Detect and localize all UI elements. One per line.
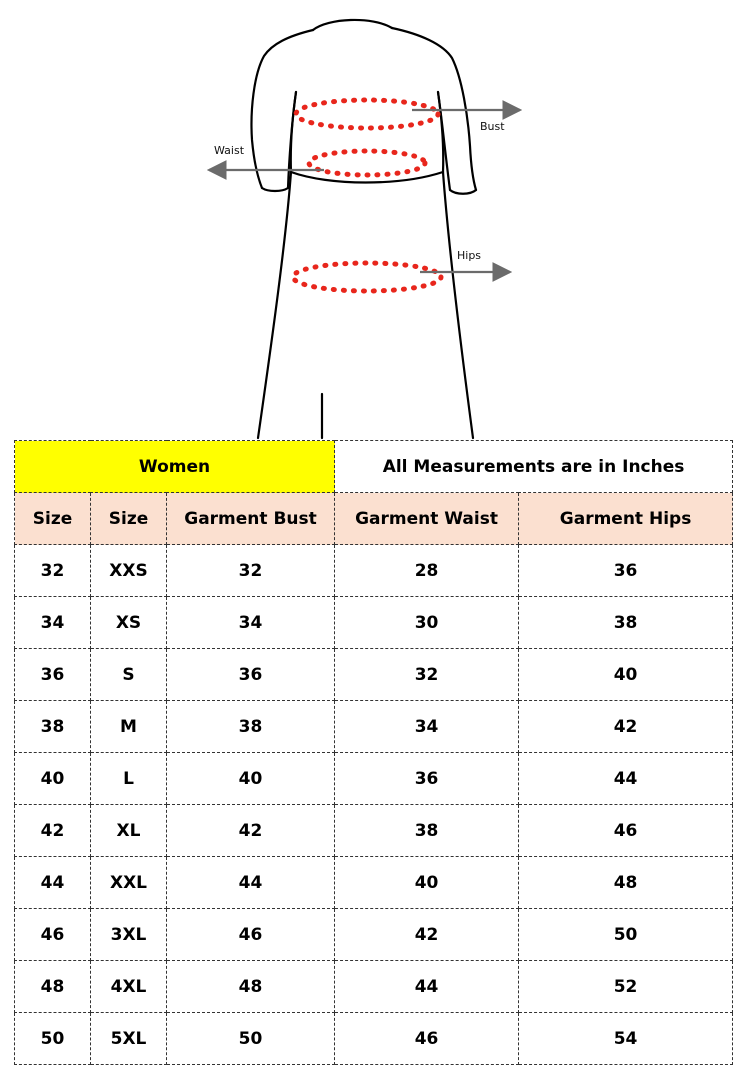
cell-garment-bust: 46	[167, 909, 335, 961]
table-row	[15, 857, 733, 909]
cell-garment-waist: 46	[335, 1013, 519, 1065]
cell-garment-waist: 42	[335, 909, 519, 961]
cell-garment-hips: 52	[519, 961, 733, 1013]
cell-garment-bust: 50	[167, 1013, 335, 1065]
size-chart-table	[14, 440, 733, 1065]
cell-size-numeric: 34	[15, 597, 91, 649]
waist-measure-ellipse	[309, 151, 425, 175]
cell-garment-hips: 48	[519, 857, 733, 909]
cell-garment-hips: 38	[519, 597, 733, 649]
cell-size-numeric: 32	[15, 545, 91, 597]
cell-garment-bust: 40	[167, 753, 335, 805]
cell-size-numeric: 36	[15, 649, 91, 701]
chart-title-row	[15, 441, 733, 493]
table-row	[15, 753, 733, 805]
cell-garment-bust: 48	[167, 961, 335, 1013]
cell-garment-bust: 32	[167, 545, 335, 597]
table-row	[15, 597, 733, 649]
chart-header-row	[15, 493, 733, 545]
cell-garment-bust: 36	[167, 649, 335, 701]
cell-garment-waist: 34	[335, 701, 519, 753]
bust-measure-ellipse	[296, 100, 438, 128]
cell-garment-waist: 28	[335, 545, 519, 597]
table-row	[15, 805, 733, 857]
cell-size-alpha: XL	[91, 805, 167, 857]
header-size-alpha: Size	[91, 493, 167, 545]
cell-garment-hips: 46	[519, 805, 733, 857]
cell-garment-hips: 36	[519, 545, 733, 597]
hips-label: Hips	[457, 249, 482, 262]
title-measurements-unit: All Measurements are in Inches	[335, 441, 733, 493]
cell-garment-waist: 44	[335, 961, 519, 1013]
cell-size-numeric: 40	[15, 753, 91, 805]
measurement-illustration	[0, 0, 746, 440]
cell-garment-hips: 42	[519, 701, 733, 753]
table-row	[15, 909, 733, 961]
header-garment-bust: Garment Bust	[167, 493, 335, 545]
cell-size-numeric: 50	[15, 1013, 91, 1065]
cell-garment-waist: 38	[335, 805, 519, 857]
table-row	[15, 1013, 733, 1065]
hips-measure-ellipse	[293, 263, 441, 291]
cell-size-alpha: L	[91, 753, 167, 805]
cell-garment-hips: 40	[519, 649, 733, 701]
cell-size-numeric: 46	[15, 909, 91, 961]
table-row	[15, 701, 733, 753]
cell-garment-bust: 34	[167, 597, 335, 649]
cell-garment-waist: 32	[335, 649, 519, 701]
cell-garment-bust: 44	[167, 857, 335, 909]
cell-garment-waist: 36	[335, 753, 519, 805]
cell-size-alpha: S	[91, 649, 167, 701]
dress-outline	[252, 20, 477, 438]
title-women: Women	[15, 441, 335, 493]
cell-size-alpha: 4XL	[91, 961, 167, 1013]
cell-size-alpha: 3XL	[91, 909, 167, 961]
table-row	[15, 961, 733, 1013]
size-chart-container	[0, 440, 746, 1073]
cell-garment-hips: 54	[519, 1013, 733, 1065]
cell-size-alpha: XXS	[91, 545, 167, 597]
cell-garment-waist: 30	[335, 597, 519, 649]
cell-size-alpha: 5XL	[91, 1013, 167, 1065]
bust-label: Bust	[480, 120, 505, 133]
cell-garment-waist: 40	[335, 857, 519, 909]
waist-label: Waist	[214, 144, 245, 157]
cell-garment-hips: 50	[519, 909, 733, 961]
cell-size-alpha: XXL	[91, 857, 167, 909]
cell-size-alpha: XS	[91, 597, 167, 649]
cell-size-numeric: 42	[15, 805, 91, 857]
header-size-numeric: Size	[15, 493, 91, 545]
header-garment-hips: Garment Hips	[519, 493, 733, 545]
cell-size-numeric: 38	[15, 701, 91, 753]
cell-size-numeric: 44	[15, 857, 91, 909]
cell-garment-hips: 44	[519, 753, 733, 805]
table-row	[15, 545, 733, 597]
table-row	[15, 649, 733, 701]
cell-garment-bust: 38	[167, 701, 335, 753]
cell-size-alpha: M	[91, 701, 167, 753]
cell-size-numeric: 48	[15, 961, 91, 1013]
header-garment-waist: Garment Waist	[335, 493, 519, 545]
dress-figure-svg	[0, 0, 746, 440]
cell-garment-bust: 42	[167, 805, 335, 857]
